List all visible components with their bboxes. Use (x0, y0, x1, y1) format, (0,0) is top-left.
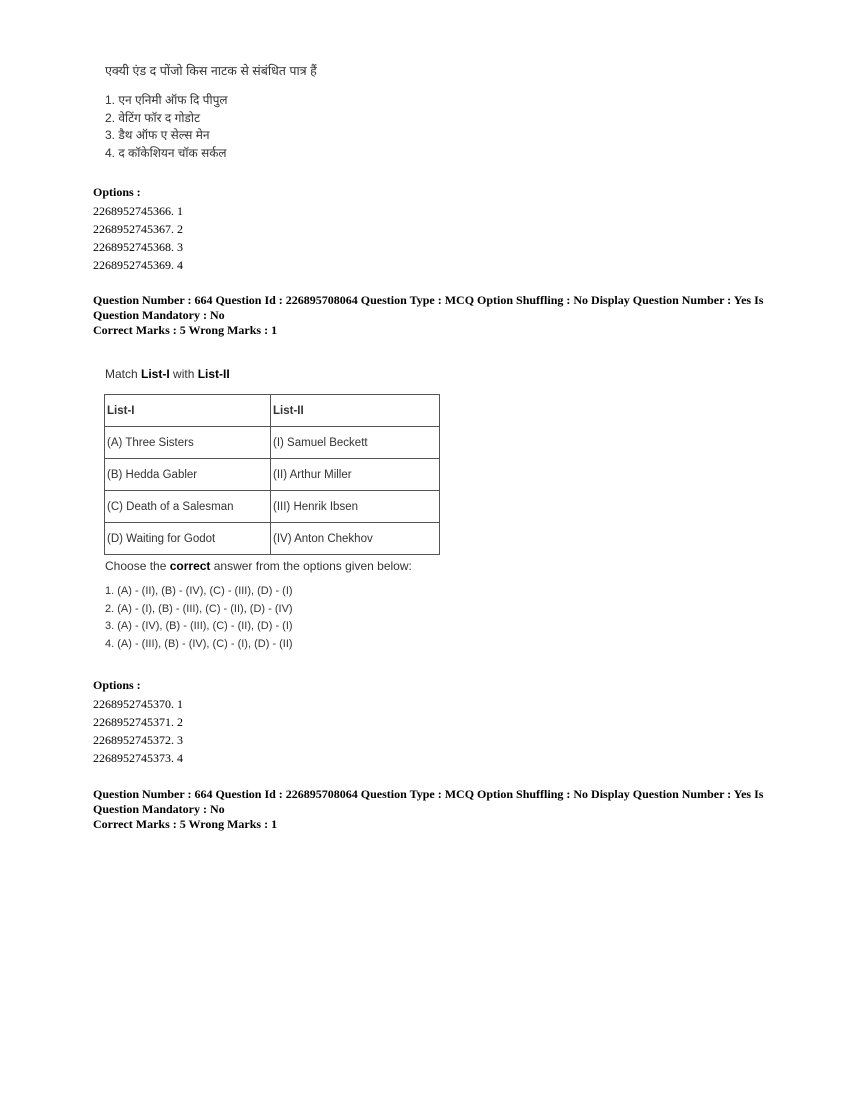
question-meta-line: Correct Marks : 5 Wrong Marks : 1 (93, 817, 278, 831)
table-cell: (I) Samuel Beckett (271, 427, 440, 459)
choose-bold: correct (169, 559, 211, 573)
match-table-wrap (104, 394, 440, 555)
table-cell: (A) Three Sisters (105, 427, 271, 459)
table-cell: (IV) Anton Chekhov (271, 523, 440, 555)
table-header-cell: List-II (271, 395, 440, 427)
question-1-text: एक्यी एंड द पोंजो किस नाटक से संबंधित पात्र हैं (105, 64, 317, 78)
list-item: 4. द कॉकेशियन चॉक सर्कल (105, 145, 227, 160)
question-meta-2 (93, 787, 793, 832)
question-2-content (105, 365, 525, 383)
question-meta-line: Correct Marks : 5 Wrong Marks : 1 (93, 323, 278, 337)
option-item: 2268952745366. 1 (93, 204, 183, 218)
list-item: 1. (A) - (II), (B) - (IV), (C) - (III), (D) - (I) (105, 585, 293, 597)
table-cell: (B) Hedda Gabler (105, 459, 271, 491)
match-table (104, 394, 440, 555)
table-header-row (105, 395, 440, 427)
question-meta-line: Question Mandatory : No (93, 308, 225, 322)
question-meta-line: Question Number : 664 Question Id : 226895708064 Question Type : MCQ Option Shuffling : No Display Question Number : Yes Is (93, 293, 764, 307)
table-row (105, 523, 440, 555)
question-meta-1 (93, 293, 793, 338)
list-item: 2. वेटिंग फॉर द गोडोट (105, 110, 201, 125)
intro-list2: List-II (197, 367, 230, 381)
list-item: 2. (A) - (I), (B) - (III), (C) - (II), (D) - (IV) (105, 602, 293, 615)
option-item: 2268952745367. 2 (93, 222, 183, 236)
question-1-list (105, 92, 505, 162)
question-2-intro (105, 365, 525, 383)
table-row (105, 459, 440, 491)
intro-list1: List-I (141, 367, 170, 381)
table-cell: (D) Waiting for Godot (105, 523, 271, 555)
options-title: Options : (93, 185, 141, 199)
question-meta-line: Question Mandatory : No (93, 802, 225, 816)
table-row (105, 491, 440, 523)
answer-list (105, 583, 525, 653)
table-cell: (II) Arthur Miller (271, 459, 440, 491)
choose-suffix: answer from the options given below: (210, 559, 412, 573)
option-item: 2268952745373. 4 (93, 751, 183, 765)
question-meta-line: Question Number : 664 Question Id : 226895708064 Question Type : MCQ Option Shuffling : No Display Question Number : Yes Is (93, 787, 764, 801)
question-1-options (93, 185, 393, 274)
intro-mid: with (169, 367, 198, 381)
option-item: 2268952745369. 4 (93, 258, 183, 272)
option-item: 2268952745371. 2 (93, 715, 183, 729)
list-item: 4. (A) - (III), (B) - (IV), (C) - (I), (D) - (II) (105, 637, 293, 650)
list-item: 3. डैथ ऑफ ए सेल्स मेन (105, 128, 210, 142)
list-item: 1. एन एनिमी ऑफ दि पीपुल (105, 93, 228, 107)
question-2-answers (105, 557, 525, 653)
question-2-options (93, 678, 393, 767)
choose-instruction (105, 557, 525, 575)
option-item: 2268952745370. 1 (93, 697, 183, 711)
option-item: 2268952745372. 3 (93, 733, 183, 747)
table-header-cell: List-I (105, 395, 271, 427)
intro-prefix: Match (105, 367, 142, 381)
option-item: 2268952745368. 3 (93, 240, 183, 254)
table-cell: (C) Death of a Salesman (105, 491, 271, 523)
table-cell: (III) Henrik Ibsen (271, 491, 440, 523)
list-item: 3. (A) - (IV), (B) - (III), (C) - (II), (D) - (I) (105, 620, 293, 632)
question-1-content (105, 62, 505, 162)
choose-prefix: Choose the (105, 559, 170, 573)
table-row (105, 427, 440, 459)
options-title: Options : (93, 678, 141, 692)
